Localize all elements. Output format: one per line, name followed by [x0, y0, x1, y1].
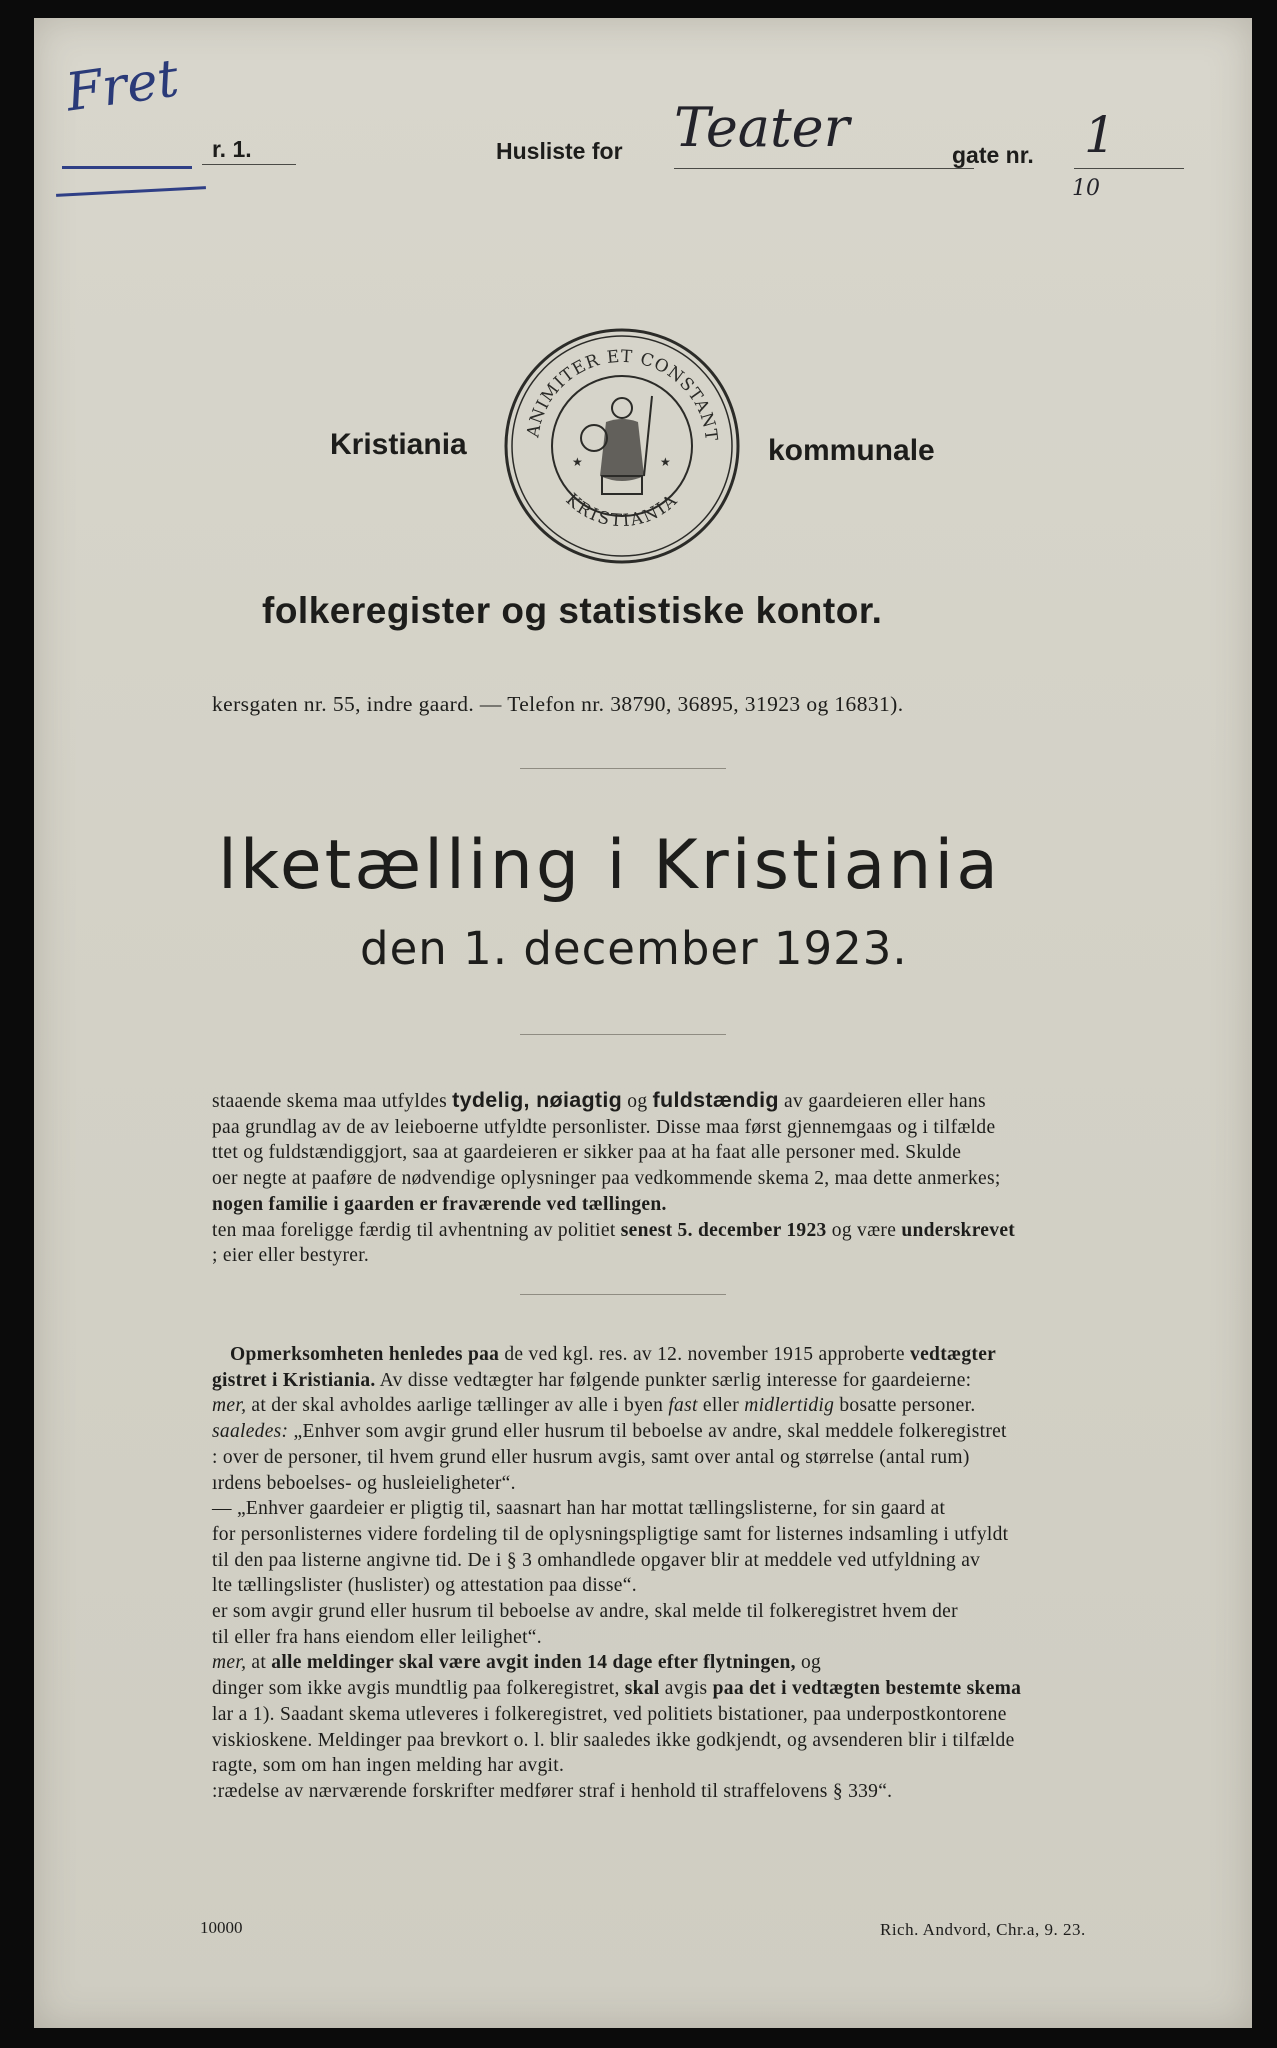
husliste-label: Husliste for [496, 138, 623, 164]
notice-line-7: — „Enhver gaardeier er pligtig til, saasnart han har mottat tællingslisterne, for sin gaard at [212, 1498, 946, 1520]
instructions-line-5: nogen familie i gaarden er fraværende ved tællingen. [212, 1193, 667, 1215]
notice-line-15: lar a 1). Saadant skema utleveres i folkeregistret, ved politiets bistationer, paa underpostkontorene [212, 1703, 1007, 1725]
notice-line-12: til eller fra hans eiendom eller leilighet“. [212, 1626, 542, 1648]
gate-line [1074, 168, 1184, 169]
notice-paragraph [212, 1342, 1172, 1805]
separator-1 [520, 768, 726, 769]
instructions-line-4: oer negte at paaføre de nødvendige oplysninger paa vedkommende skema 2, maa dette anmerkes; [212, 1168, 1001, 1190]
notice-line-5: : over de personer, til hvem grund eller husrum avgis, samt over antal og størrelse (antal rum) [212, 1446, 970, 1468]
notice-line-1: Opmerksomheten henledes paa de ved kgl. res. av 12. november 1915 approberte vedtægter [230, 1344, 997, 1365]
notice-line-16: viskioskene. Meldinger paa brevkort o. l. blir saaledes ikke godkjendt, og avsenderen blir i tilfælde [212, 1729, 1015, 1751]
form-number-line [202, 164, 296, 165]
notice-line-2: gistret i Kristiania. Av disse vedtægter har følgende punkter særlig interesse for gaardeierne: [212, 1369, 972, 1391]
note-underline [62, 166, 192, 169]
seal-city: KRISTIANIA [561, 489, 683, 532]
instructions-paragraph [212, 1088, 1172, 1269]
street-name-handwritten: Teater [674, 96, 850, 159]
instructions-line-7: ; eier eller bestyrer. [212, 1245, 370, 1267]
instructions-line-2: paa grundlag av de av leieboerne utfyldte personlister. Disse maa først gjennemgaas og i tilfælde [212, 1116, 996, 1138]
census-form-page [34, 18, 1252, 2028]
notice-line-11: er som avgir grund eller husrum til beboelse av andre, skal melde til folkeregistret hvem der [212, 1601, 958, 1623]
census-title: lketælling i Kristiania [218, 826, 1001, 905]
notice-line-18: :rædelse av nærværende forskrifter medfører straf i henhold til straffelovens § 339“. [212, 1780, 893, 1802]
gate-label: gate nr. [952, 142, 1034, 168]
svg-text:KRISTIANIA [562, 490, 683, 532]
notice-line-3: mer, at der skal avholdes aarlige tællinger av alle i byen fast eller midlertidig bosatte personer. [212, 1395, 976, 1417]
notice-line-9: til den paa listerne angivne tid. De i § 3 omhandlede opgaver blir at meddele ved utfyldning av [212, 1549, 981, 1571]
notice-line-10: lte tællingslister (huslister) og attestation paa disse“. [212, 1575, 637, 1597]
print-run: 10000 [200, 1918, 243, 1937]
seal-motto: ANIMITER ET CONSTANT [523, 346, 722, 443]
notice-line-6: ırdens beboelses- og husleieligheter“. [212, 1472, 516, 1494]
form-number: r. 1. [212, 136, 252, 162]
separator-3 [520, 1294, 726, 1295]
notice-line-4: saaledes: „Enhver som avgir grund eller husrum til beboelse av andre, skal meddele folkeregistret [212, 1421, 1007, 1443]
notice-line-8: for personlisternes videre fordeling til de oplysningspligtige samt for listernes indsamling i utfyldt [212, 1523, 1009, 1545]
notice-line-17: ragte, som om han ingen melding har avgit. [212, 1755, 565, 1777]
gate-number-handwritten: 1 [1084, 106, 1116, 164]
printer-imprint: Rich. Andvord, Chr.a, 9. 23. [880, 1920, 1086, 1939]
instructions-line-3: ttet og fuldstændiggjort, saa at gaardeieren er sikker paa at ha faat alle personer med. Skulde [212, 1142, 962, 1164]
office-right-word: kommunale [768, 434, 935, 467]
handwritten-note: Fret [62, 48, 183, 124]
seal-icon [502, 326, 742, 566]
svg-text:★: ★ [572, 455, 583, 469]
instructions-line-6: ten maa foreligge færdig til avhentning av politiet senest 5. december 1923 og være underskrevet [212, 1219, 1016, 1241]
notice-line-13: mer, at alle meldinger skal være avgit inden 14 dage efter flytningen, og [212, 1652, 822, 1674]
office-address: kersgaten nr. 55, indre gaard. — Telefon nr. 38790, 36895, 31923 og 16831). [212, 692, 904, 716]
office-title: folkeregister og statistiske kontor. [262, 590, 883, 631]
note-underline-2 [56, 186, 206, 197]
street-line [674, 168, 974, 169]
office-left-word: Kristiania [330, 428, 467, 461]
sub-number-handwritten: 10 [1072, 176, 1100, 201]
city-seal [502, 326, 742, 566]
census-date: den 1. december 1923. [360, 922, 908, 975]
instructions-line-1: staaende skema maa utfyldes tydelig, nøiagtig og fuldstændig av gaardeieren eller hans [212, 1088, 986, 1112]
separator-2 [520, 1034, 726, 1035]
notice-line-14: dinger som ikke avgis mundtlig paa folkeregistret, skal avgis paa det i vedtægten bestemte skema [212, 1678, 1022, 1700]
svg-text:★: ★ [660, 455, 671, 469]
